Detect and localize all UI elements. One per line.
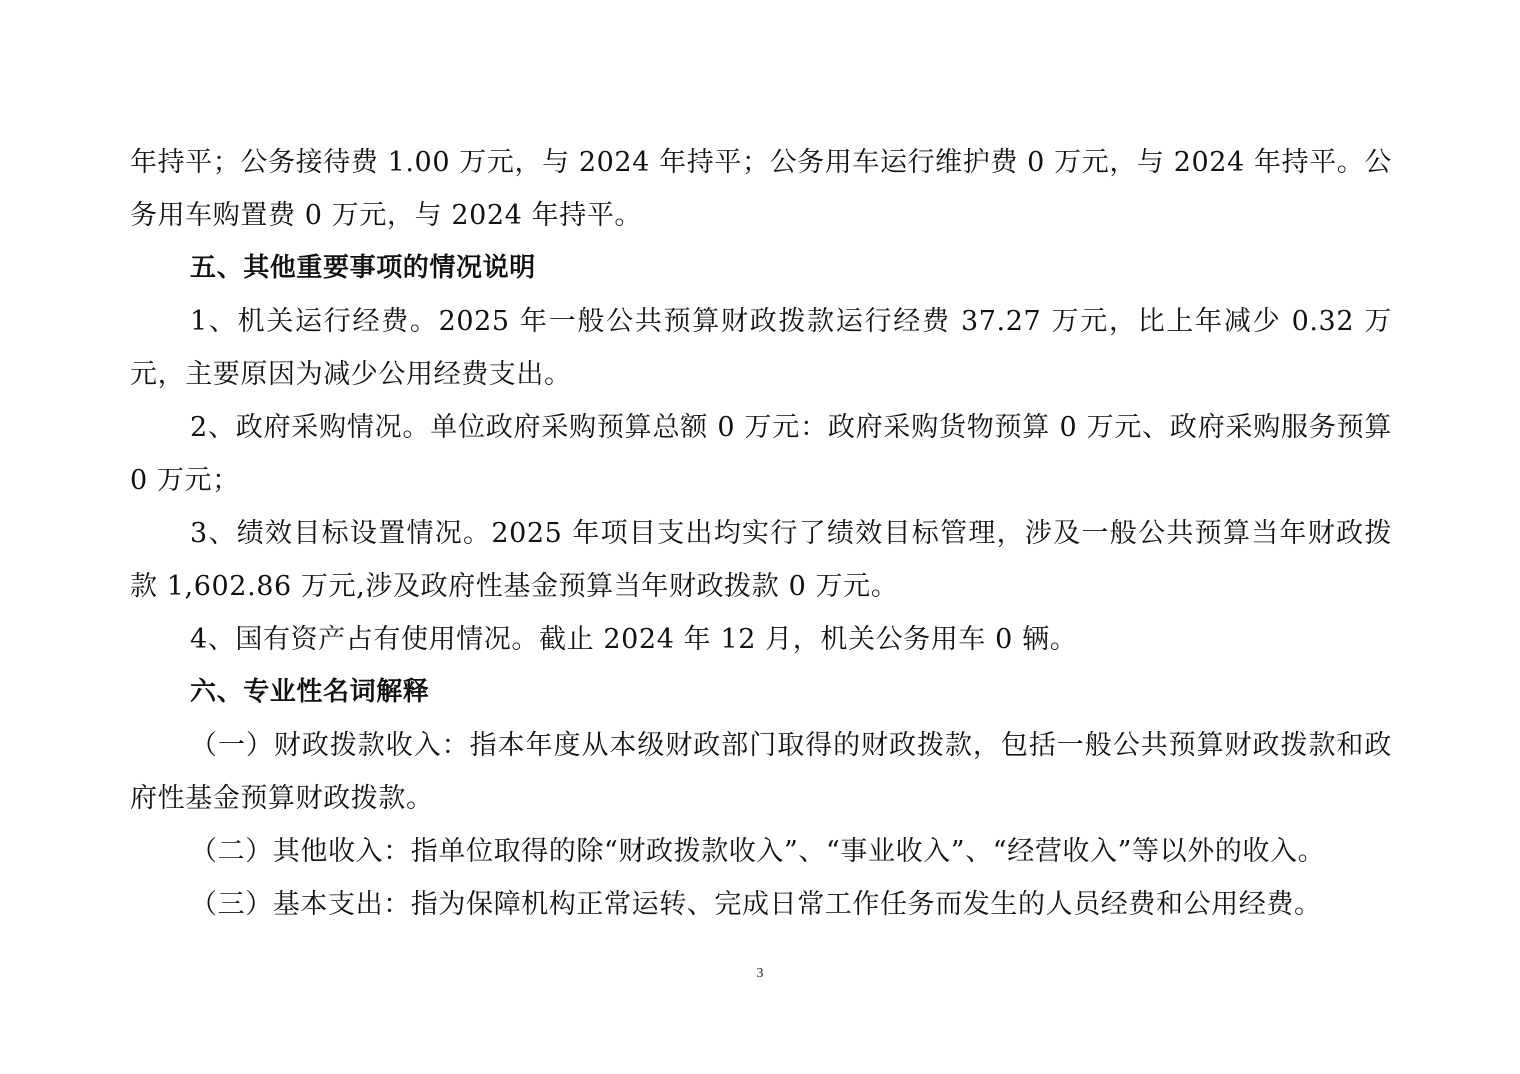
page-number: 3 bbox=[756, 966, 764, 981]
paragraph-state-assets: 4、国有资产占有使用情况。截止 2024 年 12 月，机关公务用车 0 辆。 bbox=[190, 624, 1078, 655]
paragraph-term-basic-expenditure: （三）基本支出：指为保障机构正常运转、完成日常工作任务而发生的人员经费和公用经费。 bbox=[190, 889, 1322, 920]
paragraph-government-procurement: 2、政府采购情况。单位政府采购预算总额 0 万元：政府采购货物预算 0 万元、政府采购服务预算 0 万元； bbox=[130, 412, 1392, 496]
paragraph-term-fiscal-income: （一）财政拨款收入：指本年度从本级财政部门取得的财政拨款，包括一般公共预算财政拨款和政府性基金预算财政拨款。 bbox=[130, 730, 1392, 814]
paragraph-term-other-income: （二）其他收入：指单位取得的除“财政拨款收入”、“事业收入”、“经营收入”等以外的收入。 bbox=[190, 836, 1326, 867]
paragraph-operating-funds: 1、机关运行经费。2025 年一般公共预算财政拨款运行经费 37.27 万元，比上年减少 0.32 万元，主要原因为减少公用经费支出。 bbox=[130, 306, 1392, 390]
paragraph-performance-targets: 3、绩效目标设置情况。2025 年项目支出均实行了绩效目标管理，涉及一般公共预算当年财政拨款 1,602.86 万元,涉及政府性基金预算当年财政拨款 0 万元。 bbox=[130, 518, 1392, 602]
section-heading-6: 六、专业性名词解释 bbox=[190, 677, 430, 707]
section-heading-5: 五、其他重要事项的情况说明 bbox=[190, 253, 536, 283]
paragraph-vehicle-costs: 年持平；公务接待费 1.00 万元，与 2024 年持平；公务用车运行维护费 0 万元，与 2024 年持平。公务用车购置费 0 万元，与 2024 年持平。 bbox=[130, 147, 1392, 231]
document-body bbox=[130, 136, 1392, 931]
